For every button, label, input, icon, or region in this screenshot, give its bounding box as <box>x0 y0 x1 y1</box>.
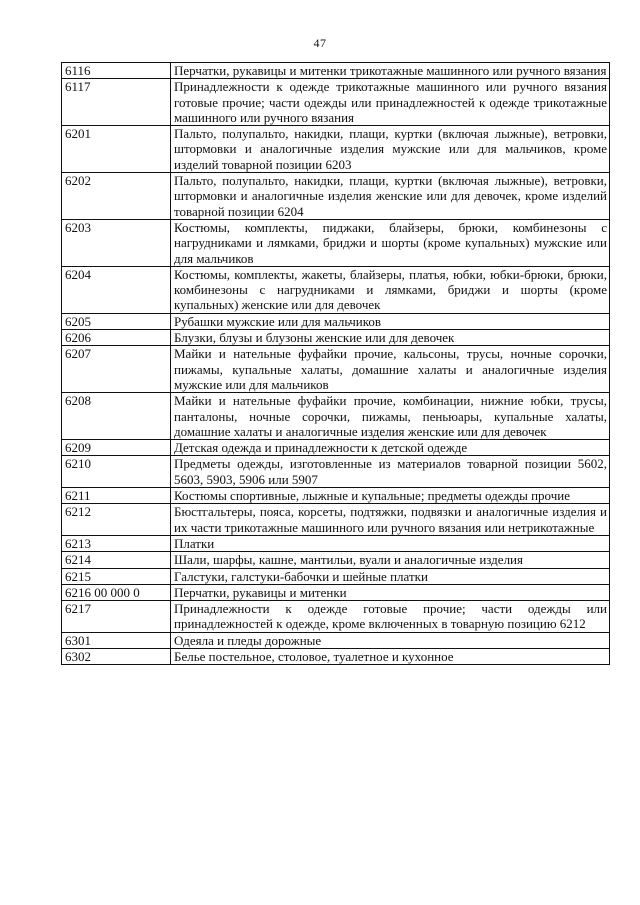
code-cell: 6206 <box>62 330 171 346</box>
code-cell: 6215 <box>62 568 171 584</box>
table-row <box>62 488 610 504</box>
description-cell: Предметы одежды, изготовленные из материалов товарной позиции 5602, 5603, 5903, 5906 или 5907 <box>171 456 610 488</box>
table-row <box>62 456 610 488</box>
code-cell: 6117 <box>62 79 171 126</box>
code-cell: 6209 <box>62 440 171 456</box>
description-cell: Майки и нательные фуфайки прочие, кальсоны, трусы, ночные сорочки, пижамы, купальные халаты, домашние халаты и аналогичные изделия мужские или для мальчиков <box>171 346 610 393</box>
code-cell: 6116 <box>62 63 171 79</box>
code-cell: 6216 00 000 0 <box>62 584 171 600</box>
description-cell: Костюмы, комплекты, пиджаки, блайзеры, брюки, комбинезоны с нагрудниками и лямками, бриджи и шорты (кроме купальных) мужские или для мальчиков <box>171 219 610 266</box>
page-number: 47 <box>313 36 327 50</box>
table-row <box>62 440 610 456</box>
table-row <box>62 601 610 633</box>
table-row <box>62 79 610 126</box>
description-cell: Белье постельное, столовое, туалетное и кухонное <box>171 648 610 664</box>
code-cell: 6302 <box>62 648 171 664</box>
description-cell: Костюмы, комплекты, жакеты, блайзеры, платья, юбки, юбки-брюки, брюки, комбинезоны с нагрудниками и лямками, бриджи и шорты (кроме купальных) женские или для девочек <box>171 266 610 313</box>
table-row <box>62 173 610 220</box>
description-cell: Одеяла и пледы дорожные <box>171 632 610 648</box>
table-row <box>62 568 610 584</box>
description-cell: Майки и нательные фуфайки прочие, комбинации, нижние юбки, трусы, панталоны, ночные сорочки, пижамы, пеньюары, купальные халаты, домашние халаты и аналогичные изделия женские или для девочек <box>171 393 610 440</box>
table-row <box>62 584 610 600</box>
table-row <box>62 346 610 393</box>
description-cell: Принадлежности к одежде трикотажные машинного или ручного вязания готовые прочие; части одежды или принадлежностей к одежде трикотажные машинного или ручного вязания <box>171 79 610 126</box>
table-row <box>62 330 610 346</box>
table-row <box>62 504 610 536</box>
table-row <box>62 393 610 440</box>
description-cell: Перчатки, рукавицы и митенки трикотажные машинного или ручного вязания <box>171 63 610 79</box>
code-cell: 6214 <box>62 552 171 568</box>
code-cell: 6301 <box>62 632 171 648</box>
code-cell: 6203 <box>62 219 171 266</box>
classification-table <box>61 62 610 665</box>
description-cell: Детская одежда и принадлежности к детской одежде <box>171 440 610 456</box>
table-row <box>62 552 610 568</box>
description-cell: Пальто, полупальто, накидки, плащи, куртки (включая лыжные), ветровки, штормовки и аналогичные изделия женские или для девочек, кроме изделий товарной позиции 6204 <box>171 173 610 220</box>
code-cell: 6207 <box>62 346 171 393</box>
code-cell: 6204 <box>62 266 171 313</box>
code-cell: 6211 <box>62 488 171 504</box>
description-cell: Бюстгальтеры, пояса, корсеты, подтяжки, подвязки и аналогичные изделия и их части трикотажные машинного или ручного вязания или нетрикотажные <box>171 504 610 536</box>
table-row <box>62 266 610 313</box>
table-row <box>62 632 610 648</box>
description-cell: Блузки, блузы и блузоны женские или для девочек <box>171 330 610 346</box>
code-cell: 6201 <box>62 126 171 173</box>
description-cell: Пальто, полупальто, накидки, плащи, куртки (включая лыжные), ветровки, штормовки и аналогичные изделия мужские или для мальчиков, кроме изделий товарной позиции 6203 <box>171 126 610 173</box>
code-cell: 6217 <box>62 601 171 633</box>
description-cell: Принадлежности к одежде готовые прочие; части одежды или принадлежностей к одежде, кроме включенных в товарную позицию 6212 <box>171 601 610 633</box>
code-cell: 6205 <box>62 313 171 329</box>
description-cell: Галстуки, галстуки-бабочки и шейные платки <box>171 568 610 584</box>
description-cell: Костюмы спортивные, лыжные и купальные; предметы одежды прочие <box>171 488 610 504</box>
code-cell: 6208 <box>62 393 171 440</box>
table-row <box>62 126 610 173</box>
description-cell: Шали, шарфы, кашне, мантильи, вуали и аналогичные изделия <box>171 552 610 568</box>
description-cell: Перчатки, рукавицы и митенки <box>171 584 610 600</box>
table-row <box>62 63 610 79</box>
table-row <box>62 535 610 551</box>
classification-table-body <box>62 63 610 665</box>
code-cell: 6213 <box>62 535 171 551</box>
table-row <box>62 219 610 266</box>
table-row <box>62 648 610 664</box>
code-cell: 6212 <box>62 504 171 536</box>
table-row <box>62 313 610 329</box>
description-cell: Платки <box>171 535 610 551</box>
code-cell: 6210 <box>62 456 171 488</box>
code-cell: 6202 <box>62 173 171 220</box>
description-cell: Рубашки мужские или для мальчиков <box>171 313 610 329</box>
